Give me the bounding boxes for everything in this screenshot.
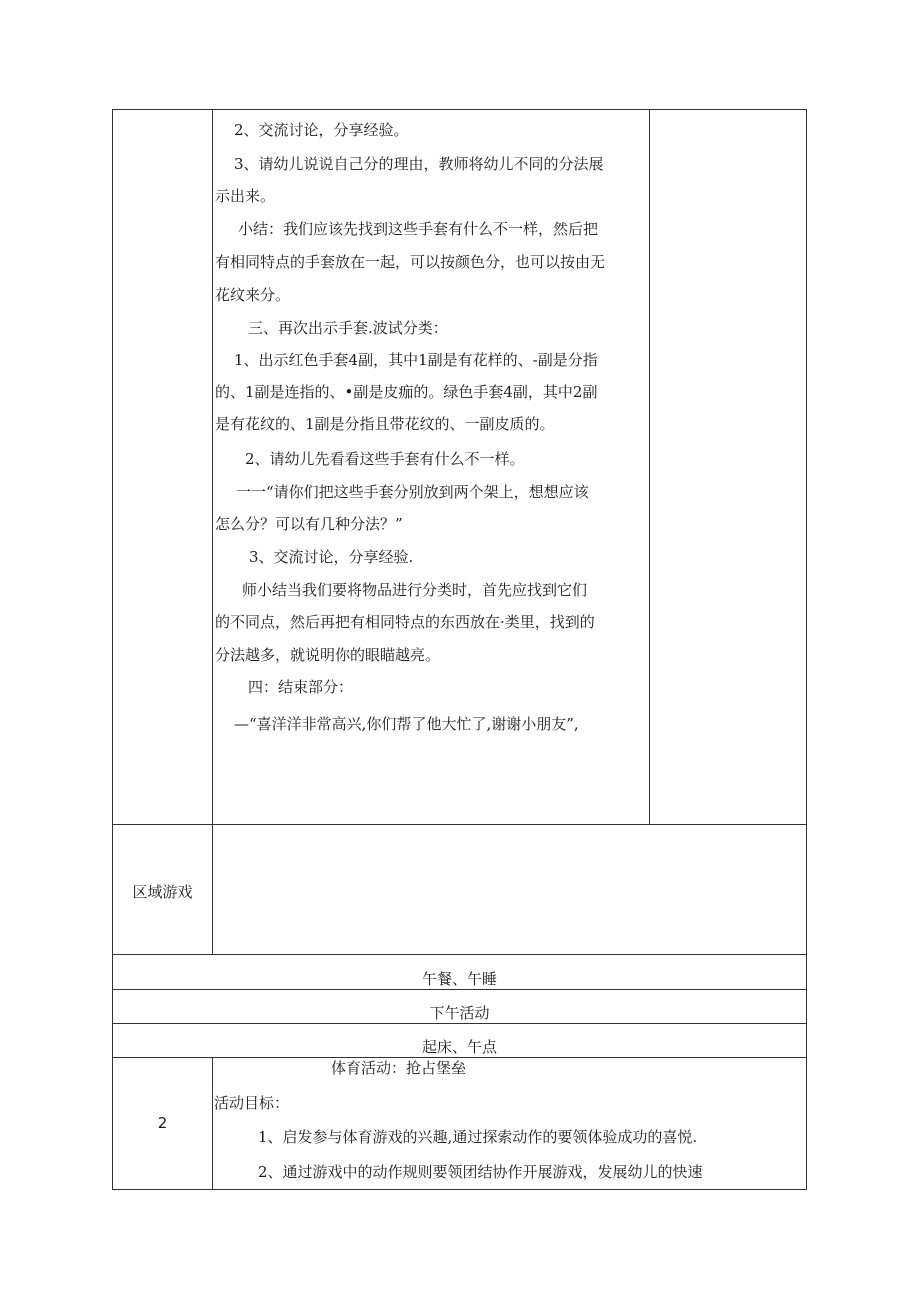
activity-line: 四：结束部分：: [248, 678, 354, 696]
activity-line: 示出来。: [215, 187, 276, 205]
activity-line: 师小结当我们要将物品进行分类时，首先应找到它们: [242, 581, 588, 599]
activity-line: 一一“请你们把这些手套分别放到两个架上，想想应该: [236, 483, 589, 501]
activity-line: 3、交流讨论，分享经验.: [249, 548, 414, 566]
area-game-label: 区域游戏: [132, 883, 193, 901]
wakeup-snack-row: 起床、午点: [421, 1038, 497, 1056]
row-divider-afternoon: [112, 1023, 807, 1024]
activity-line: 花纹来分。: [215, 286, 291, 304]
pe-goal-1: 1、启发参与体育游戏的兴趣,通过探索动作的要领体验成功的喜悦.: [258, 1128, 698, 1146]
activity-line: 1、出示红色手套4副，其中1副是有花样的、-副是分指: [234, 351, 598, 369]
label-column-divider-top: [212, 109, 213, 955]
activity-line: —“喜洋洋非常高兴,你们帮了他大忙了,谢谢小朋友”,: [234, 715, 579, 733]
activity-line: 有相同特点的手套放在一起，可以按颜色分，也可以按由无: [215, 253, 606, 271]
row-divider-area-game: [112, 954, 807, 955]
activity-line: 是有花纹的、1副是分指且带花纹的、一副皮质的。: [215, 415, 555, 433]
activity-line: 分法越多，就说明你的眼瞄越亮。: [215, 646, 441, 664]
table-right-border: [806, 109, 807, 1190]
activity-line: 2、交流讨论，分享经验。: [234, 121, 409, 139]
row-divider-activity: [112, 824, 807, 825]
pe-goal-2: 2、通过游戏中的动作规则要领团结协作开展游戏，发展幼儿的快速: [258, 1163, 703, 1181]
activity-line: 小结：我们应该先找到这些手套有什么不一样，然后把: [238, 220, 599, 238]
lunch-nap-row: 午餐、午睡: [421, 970, 497, 988]
row-divider-lunch: [112, 989, 807, 990]
table-bottom-border: [112, 1189, 807, 1190]
activity-line: 三、再次出示手套.波试分类：: [248, 319, 448, 337]
pe-activity-title: 体育活动：抢占堡垒: [331, 1059, 467, 1077]
pe-goal-heading: 活动目标：: [214, 1094, 290, 1112]
notes-column-divider: [649, 109, 650, 825]
activity-line: 怎么分？可以有几种分法？”: [215, 515, 403, 533]
activity-line: 3、请幼儿说说自己分的理由，教师将幼儿不同的分法展: [234, 155, 604, 173]
activity-line: 的不同点，然后再把有相同特点的东西放在·类里，找到的: [215, 613, 595, 631]
table-left-border: [112, 109, 113, 1190]
table-top-border: [112, 109, 807, 110]
afternoon-activity-row: 下午活动: [429, 1004, 490, 1022]
label-column-divider-bottom: [212, 1057, 213, 1190]
pe-row-number: 2: [157, 1114, 168, 1132]
activity-line: 的、1副是连指的、•副是皮痂的。绿色手套4副，其中2副: [215, 383, 598, 401]
activity-line: 2、请幼儿先看看这些手套有什么不一样。: [245, 450, 525, 468]
